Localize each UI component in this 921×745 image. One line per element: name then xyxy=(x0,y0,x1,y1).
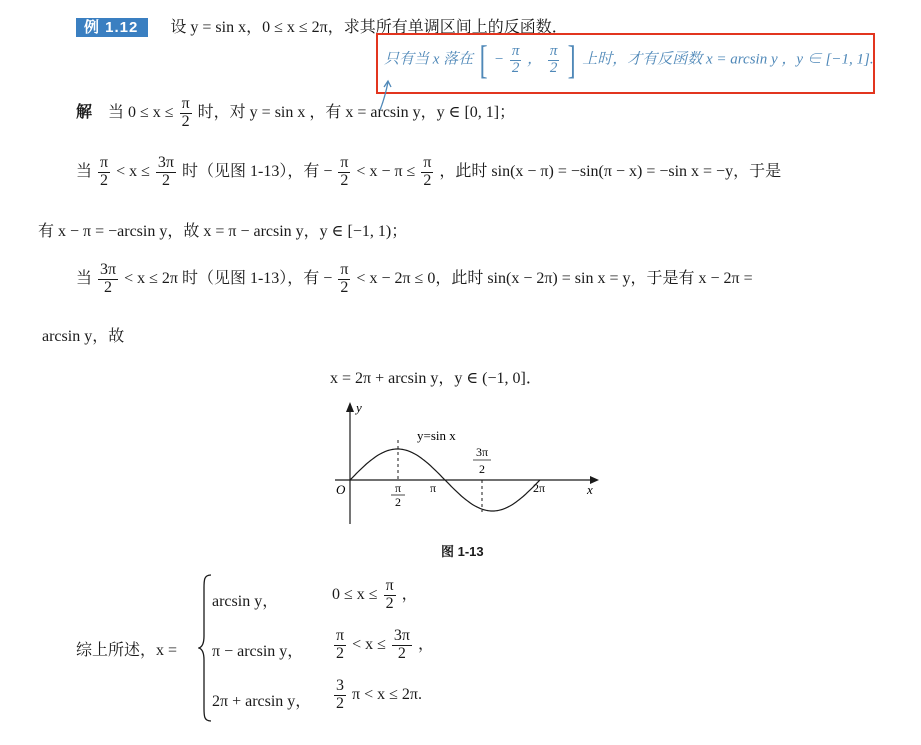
solution-line-1: 解 当 0 ≤ x ≤ $\frac{\pi}{2}$ 时，对 y = sin x ，有 x = arcsin y，y ∈ [0, 1]； xyxy=(76,95,516,130)
frac-3pi-over-2: $\frac{3\pi}{2}$ xyxy=(157,154,174,189)
handwritten-note: 只有当 x 落在 [ − $\frac{\pi}{2}$ ， $\frac{\pi}{2}$ ] 上时，才有反函数 x = arcsin y ，y ∈ [−1, 1]. xyxy=(384,37,874,82)
tick-pi: π xyxy=(429,481,437,495)
note-minus: − xyxy=(494,51,505,68)
tick-3pi-over-2-num: 3π xyxy=(475,445,489,459)
piecewise-brace xyxy=(198,574,212,722)
example-tag: 例 1.12 xyxy=(76,18,148,37)
x-axis-label: x xyxy=(587,482,593,497)
figure-caption: 图 1-13 xyxy=(441,544,484,559)
case-1-expr: arcsin y， xyxy=(212,593,279,610)
note-right-bracket: ] xyxy=(567,37,576,82)
solution-line-4: 当 $\frac{3\pi}{2}$ < x ≤ 2π 时（见图 1-13），有 − $\frac{\pi}{2}$ < x − 2π ≤ 0，此时 sin(x − 2π) = sin x = y，于是有 x − 2π = xyxy=(76,261,753,296)
curve-label: y=sin x xyxy=(417,428,456,443)
y-axis-arrow xyxy=(346,402,354,412)
note-post: 上时，才有反函数 x = arcsin y ，y ∈ [−1, 1]. xyxy=(582,51,874,68)
case-3-cond: $\frac{3}{2}$ π < x ≤ 2π. xyxy=(336,677,422,712)
solution-label: 解 xyxy=(76,103,93,121)
note-pre: 只有当 x 落在 xyxy=(384,51,474,68)
note-left-bracket: [ xyxy=(479,37,488,82)
case-2-expr: π − arcsin y， xyxy=(212,643,304,660)
note-frac-1: $\frac{\pi}{2}$ xyxy=(511,42,520,76)
tick-3pi-over-2-den: 2 xyxy=(479,462,485,476)
frac-3pi-over-2: $\frac{3\pi}{2}$ xyxy=(100,261,117,296)
case-1-cond: 0 ≤ x ≤ $\frac{\pi}{2}$ ， xyxy=(332,577,418,612)
origin-label: O xyxy=(336,482,346,497)
y-axis-label: y xyxy=(356,400,362,415)
summary-lead: 综上所述，x = xyxy=(76,642,178,659)
sine-figure xyxy=(325,398,615,528)
frac-pi-over-2: $\frac{\pi}{2}$ xyxy=(100,154,109,189)
frac-pi-over-2: $\frac{\pi}{2}$ xyxy=(340,154,349,189)
solution-line-2: 当 $\frac{\pi}{2}$ < x ≤ $\frac{3\pi}{2}$ 时（见图 1-13），有 − $\frac{\pi}{2}$ < x − π ≤ $\frac{\pi}{2}$ ，此时 sin(x − π) = −sin(π − x) = −sin x = −y，于是 xyxy=(76,154,782,189)
case-3-expr: 2π + arcsin y， xyxy=(212,693,312,710)
tick-pi-over-2-den: 2 xyxy=(395,495,401,509)
tick-2pi: 2π xyxy=(532,481,546,495)
solution-line-3: 有 x − π = −arcsin y，故 x = π − arcsin y，y ∈ [−1, 1)； xyxy=(38,223,408,240)
solution-line-5: arcsin y，故 xyxy=(42,328,125,345)
frac-pi-over-2: $\frac{\pi}{2}$ xyxy=(423,154,432,189)
tick-pi-over-2-num: π xyxy=(394,481,402,495)
solution-line-6: x = 2π + arcsin y，y ∈ (−1, 0]． xyxy=(330,370,542,387)
note-frac-2: $\frac{\pi}{2}$ xyxy=(549,42,558,76)
frac-pi-over-2: $\frac{\pi}{2}$ xyxy=(340,261,349,296)
problem-statement: 设 y = sin x，0 ≤ x ≤ 2π，求其所有单调区间上的反函数． xyxy=(170,19,568,36)
frac-pi-over-2: $\frac{\pi}{2}$ xyxy=(181,95,190,130)
case-2-cond: $\frac{\pi}{2}$ < x ≤ $\frac{3\pi}{2}$ ， xyxy=(336,627,434,662)
